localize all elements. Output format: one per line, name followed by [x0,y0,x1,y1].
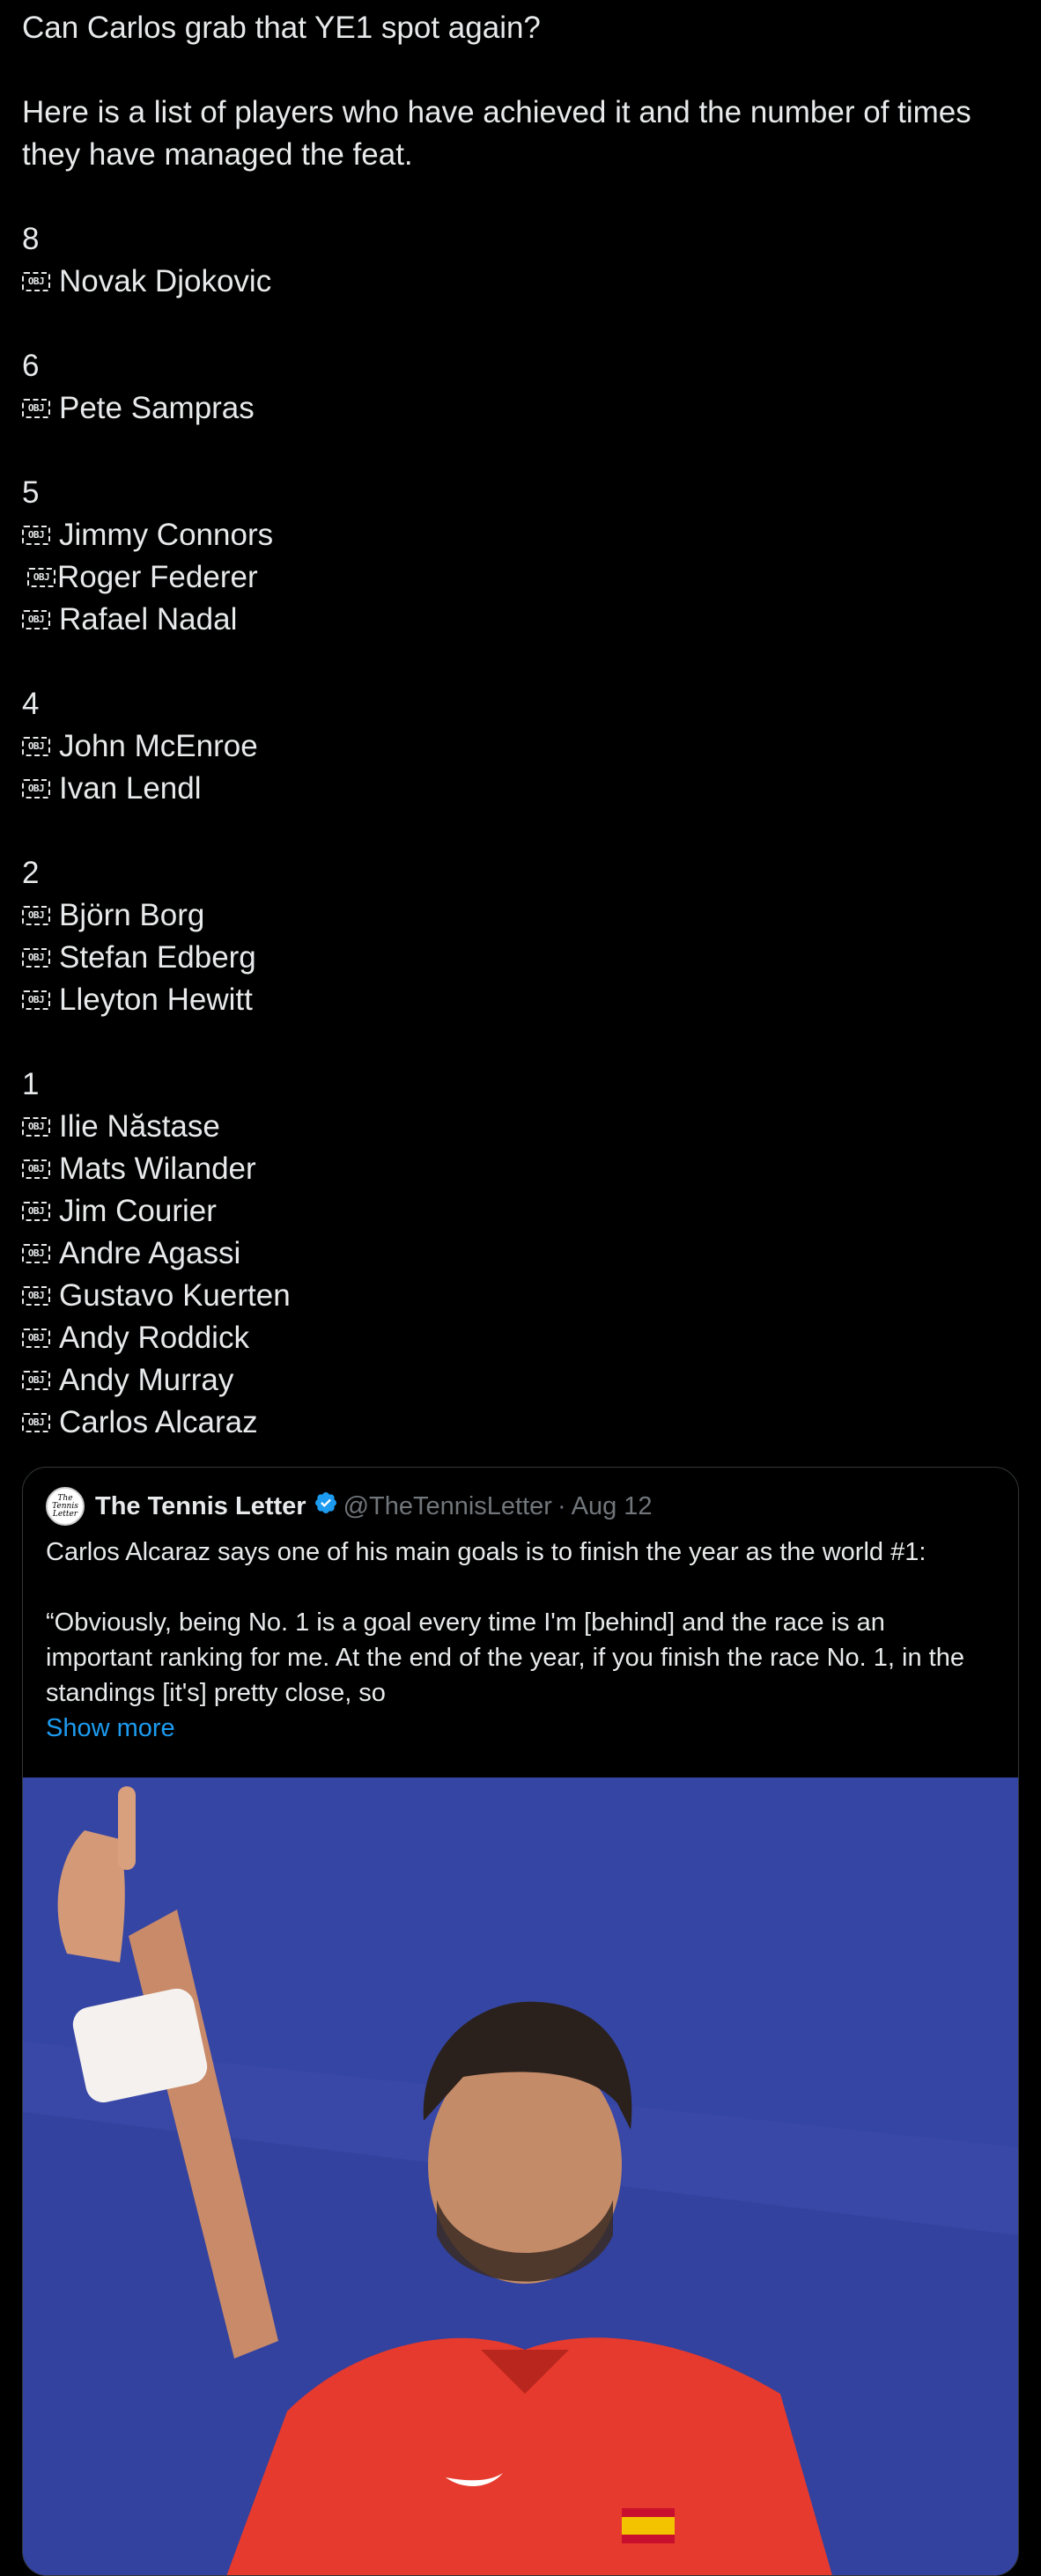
object-replacement-icon: OBJ [22,779,50,799]
player-name: Carlos Alcaraz [59,1405,258,1439]
object-replacement-icon: OBJ [27,568,55,587]
player-name: Ivan Lendl [59,771,202,806]
player-name: Jimmy Connors [59,518,274,552]
list-item [22,1148,1017,1190]
avatar[interactable] [46,1487,85,1526]
group-count: 8 [22,222,40,256]
group-count: 5 [22,475,40,510]
player-name: Gustavo Kuerten [59,1278,291,1313]
player-name: John McEnroe [59,729,258,763]
player-name: Rafael Nadal [59,602,238,637]
list-item [22,894,1017,937]
list-item [22,937,1017,979]
list-item [22,1233,1017,1275]
author-name[interactable]: The Tennis Letter [95,1491,306,1520]
object-replacement-icon: OBJ [22,1286,50,1306]
author-handle[interactable]: @TheTennisLetter [343,1491,552,1520]
object-replacement-icon: OBJ [22,1328,50,1348]
list-item [22,1402,1017,1444]
list-item [22,514,1017,556]
tweet-text [22,7,1017,1444]
list-item [22,387,1017,430]
tweet-headline: Can Carlos grab that YE1 spot again? [22,11,541,45]
object-replacement-icon: OBJ [22,990,50,1010]
list-item [22,979,1017,1021]
object-replacement-icon: OBJ [22,399,50,418]
object-replacement-icon: OBJ [22,1413,50,1432]
quote-line-1: Carlos Alcaraz says one of his main goals is to finish the year as the world #1: [46,1538,927,1566]
player-name: Mats Wilander [59,1152,256,1186]
quoted-tweet-header [46,1487,653,1526]
list-item [22,1190,1017,1233]
list-item [22,1317,1017,1359]
player-name: Roger Federer [57,560,258,594]
separator-dot: · [557,1491,566,1520]
quoted-tweet-text [46,1535,997,1746]
list-item [22,1106,1017,1148]
list-item [22,1359,1017,1402]
verified-badge-icon [314,1490,338,1522]
object-replacement-icon: OBJ [22,1371,50,1390]
player-name: Novak Djokovic [59,264,272,298]
list-item [22,556,1017,599]
quoted-tweet-photo[interactable] [23,1777,1018,2576]
object-replacement-icon: OBJ [22,1244,50,1263]
player-photo-illustration [23,1777,1018,2576]
player-name: Andy Roddick [59,1321,249,1355]
object-replacement-icon: OBJ [22,610,50,629]
object-replacement-icon: OBJ [22,1117,50,1137]
player-name: Stefan Edberg [59,940,256,975]
list-item [22,725,1017,768]
list-item [22,599,1017,641]
object-replacement-icon: OBJ [22,1202,50,1221]
group-count: 1 [22,1067,40,1101]
object-replacement-icon: OBJ [22,737,50,756]
object-replacement-icon: OBJ [22,526,50,545]
quote-line-2: “Obviously, being No. 1 is a goal every time I'm [behind] and the race is an important ranking for me. At the end of the year, if you finish the race No. 1, in the standings [it's] pretty close, so [46,1608,964,1707]
group-count: 6 [22,349,40,383]
list-item [22,261,1017,303]
object-replacement-icon: OBJ [22,1159,50,1179]
quoted-tweet-card[interactable] [22,1467,1019,2576]
player-name: Ilie Năstase [59,1109,220,1144]
group-count: 2 [22,856,40,890]
player-name: Björn Borg [59,898,205,932]
avatar-logo-text: The Tennis Letter [52,1493,78,1519]
group-count: 4 [22,687,40,721]
list-item [22,1275,1017,1317]
object-replacement-icon: OBJ [22,948,50,968]
player-name: Lleyton Hewitt [59,983,253,1017]
object-replacement-icon: OBJ [22,906,50,925]
player-name: Pete Sampras [59,391,255,425]
player-name: Jim Courier [59,1194,217,1228]
player-name: Andy Murray [59,1363,234,1397]
show-more-link[interactable]: Show more [46,1714,175,1742]
object-replacement-icon: OBJ [22,272,50,291]
tweet-intro: Here is a list of players who have achieved it and the number of times they have managed the feat. [22,95,971,172]
tweet-date[interactable]: Aug 12 [571,1491,653,1520]
player-name: Andre Agassi [59,1236,241,1270]
list-item [22,768,1017,810]
